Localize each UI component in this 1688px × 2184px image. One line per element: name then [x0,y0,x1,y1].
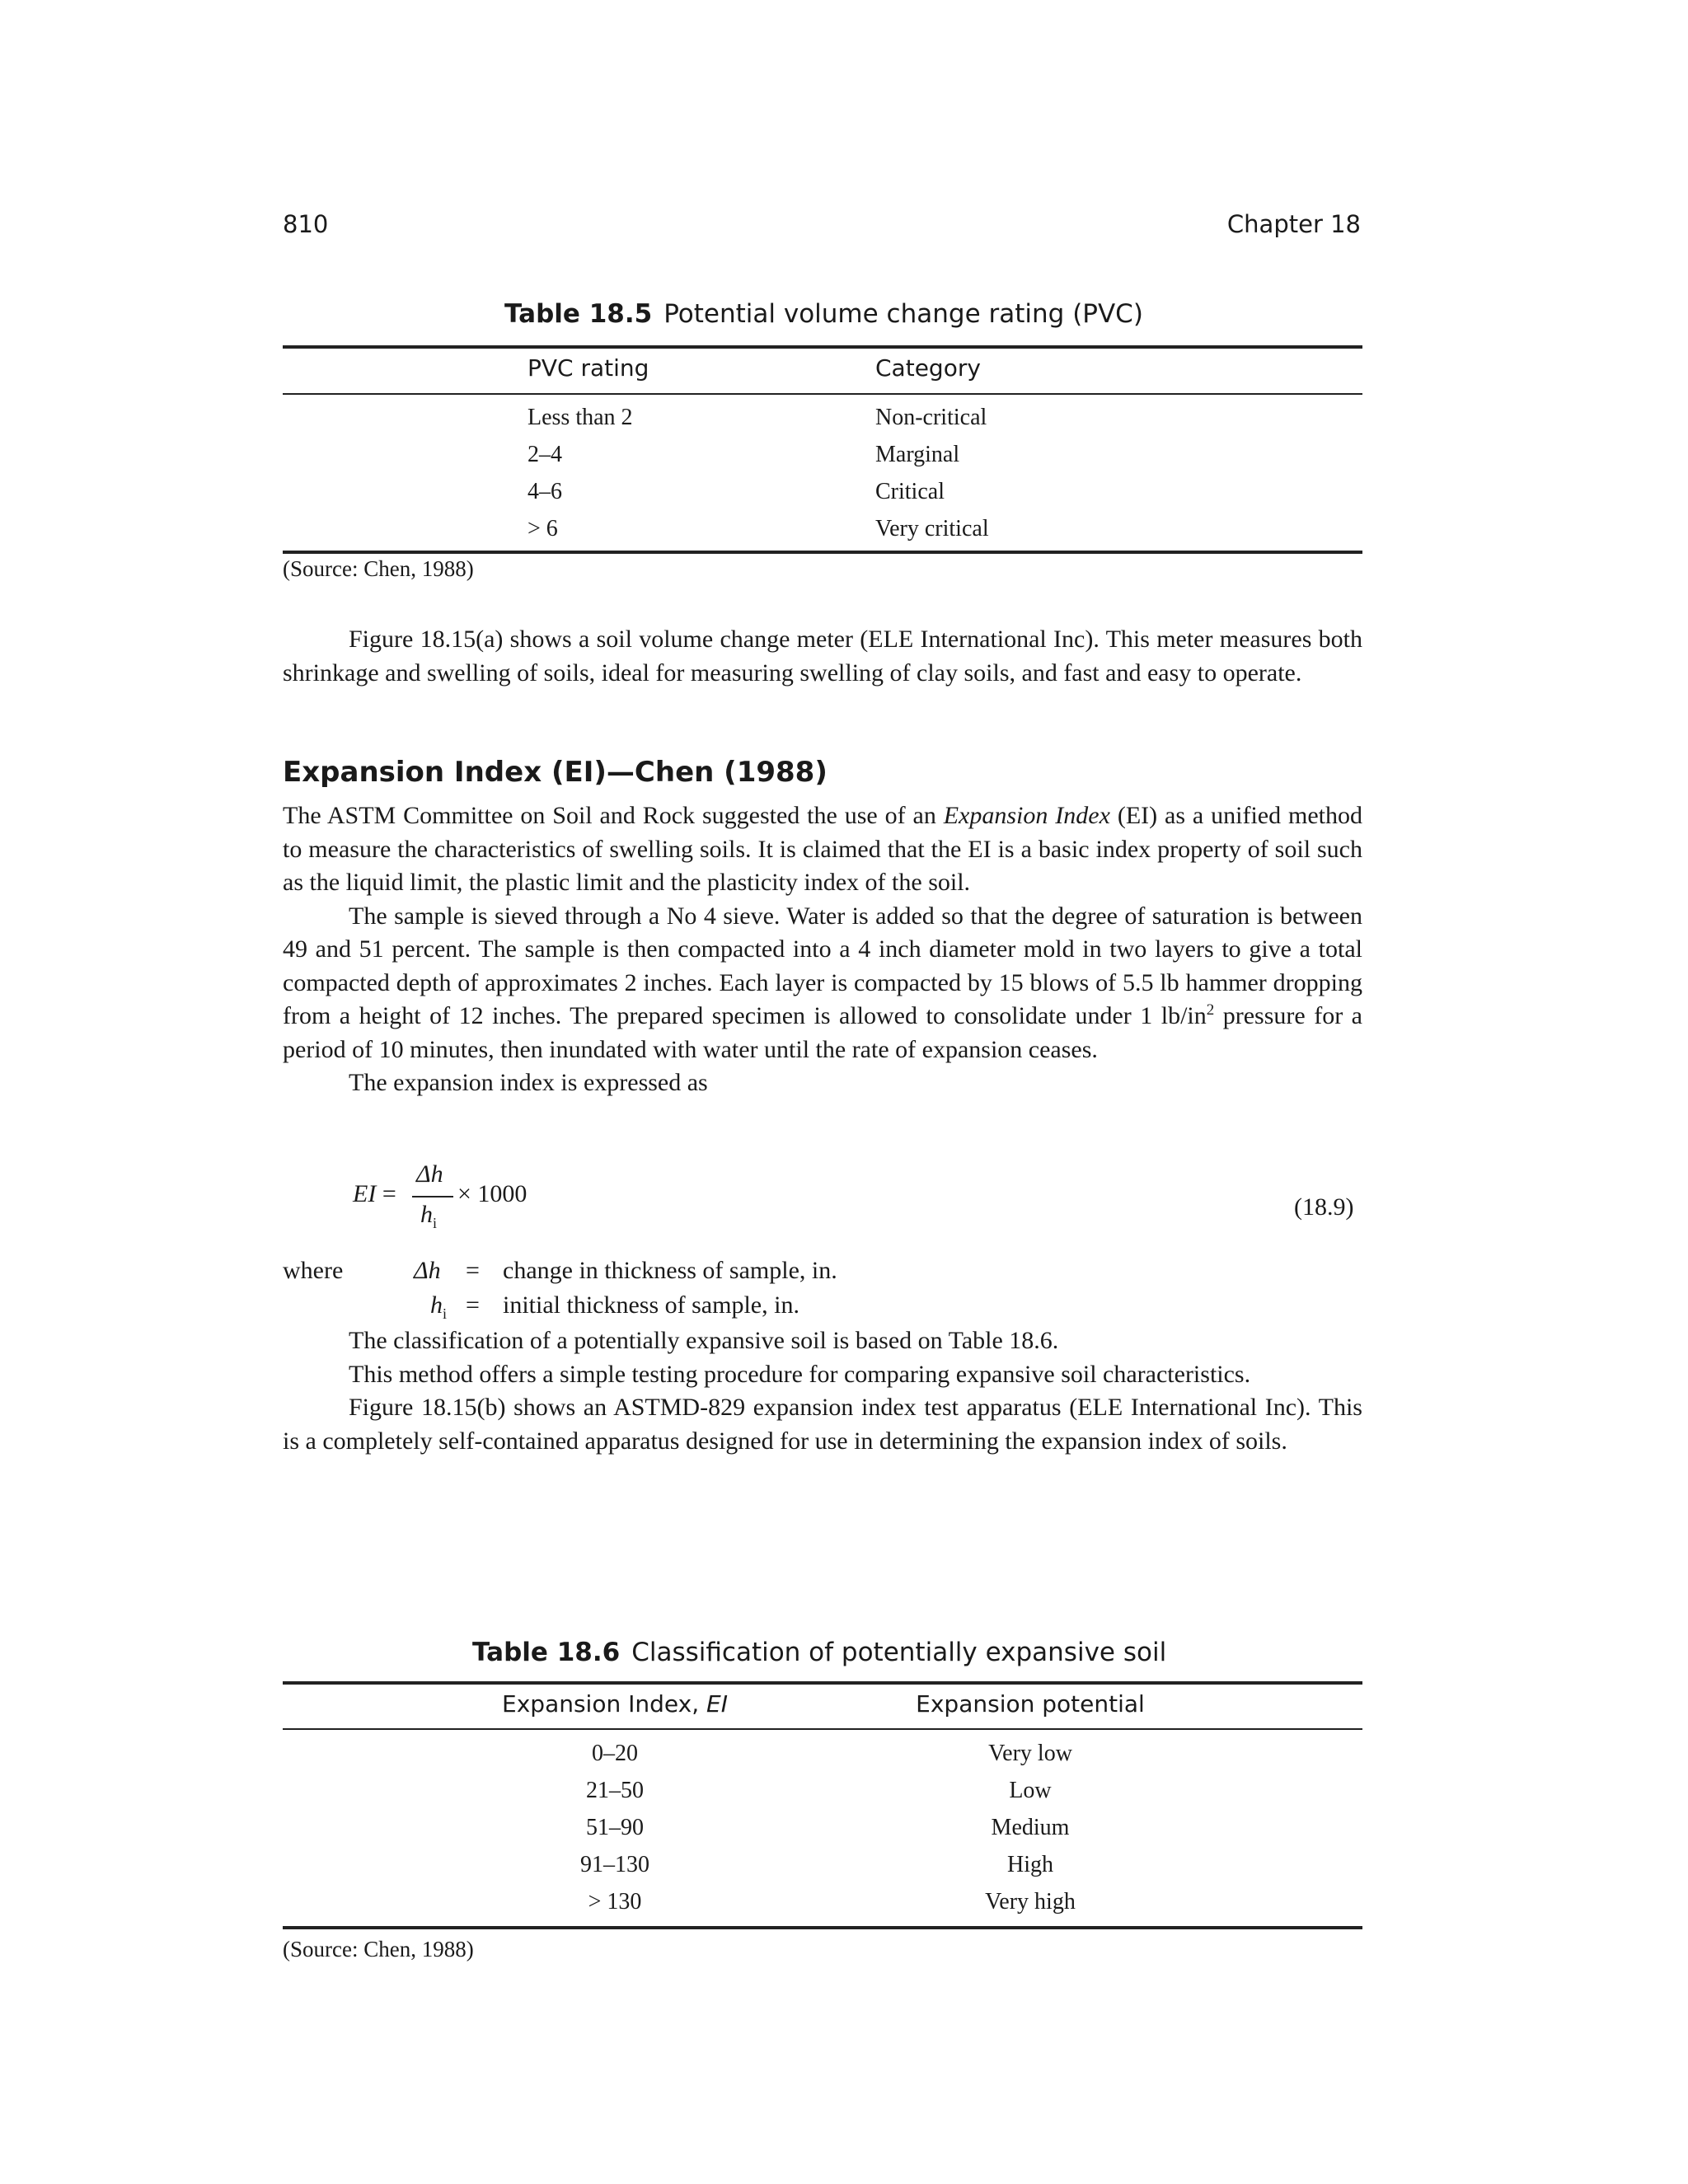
equation-number: (18.9) [1294,1193,1354,1221]
table-caption-18-5 [504,299,1143,329]
table-bottom-rule [283,551,1362,554]
where-equals: = [466,1291,480,1319]
table-cell: 91–130 [580,1852,649,1877]
where-description: initial thickness of sample, in. [503,1291,799,1319]
table-cell: Less than 2 [528,405,633,430]
column-header: Expansion Index, EI [502,1690,728,1718]
table-source: (Source: Chen, 1988) [283,556,474,581]
table-top-rule [283,345,1362,349]
column-header: Category [875,354,981,382]
paragraph: The classification of a potentially expansive soil is based on Table 18.6. [349,1327,1059,1354]
equation-denominator: $h_i$ [420,1201,438,1231]
table-cell: Very low [988,1741,1072,1766]
paragraph: The expansion index is expressed as [349,1069,708,1096]
table-header-rule [283,1728,1362,1730]
chapter-title: Chapter 18 [1226,210,1361,238]
paragraph: The sample is sieved through a No 4 sieve. Water is added so that the degree of saturation is between 49 and 51 percent. The sample is then compacted into a 4 inch diameter mold in two layers to give a total compacted depth of approximates 2 inches. Each layer is compacted by 15 blows of 5.5 lb hammer dropping from a height of 12 inches. The prepared specimen is allowed to consolidate under 1 $lb/in^2$ pressure for a period of 10 minutes, then inundated with water until the rate of expansion ceases. [283,902,1362,1063]
equation-multiplier: × 1000 [457,1180,528,1207]
equation-lhs: EI = [353,1180,396,1207]
where-symbol: $h_i$ [430,1291,448,1322]
table-top-rule [283,1681,1362,1685]
table-cell: Marginal [875,442,960,467]
column-header: Expansion potential [916,1690,1145,1718]
page-number: 810 [283,210,329,238]
paragraph: The ASTM Committee on Soil and Rock suggested the use of an Expansion Index (EI) as a unified method to measure the characteristics of swelling soils. It is claimed that the EI is a basic index property of soil such as the liquid limit, the plastic limit and the plasticity index of the soil. [283,802,1362,896]
section-heading: Expansion Index (EI)—Chen (1988) [283,756,828,789]
where-description: change in thickness of sample, in. [503,1257,837,1284]
table-cell: Very high [985,1889,1076,1915]
table-source: (Source: Chen, 1988) [283,1937,474,1961]
table-cell: > 6 [528,516,558,541]
paragraph: This method offers a simple testing procedure for comparing expansive soil characteristics. [349,1360,1251,1388]
where-label: where [283,1257,344,1284]
table-bottom-rule [283,1926,1362,1929]
table-cell: 0–20 [592,1741,638,1766]
table-header-rule [283,393,1362,395]
table-cell: 4–6 [528,479,562,504]
where-symbol: Δh [414,1257,441,1284]
table-cell: High [1007,1852,1053,1877]
table-title: Potential volume change rating (PVC) [663,299,1143,329]
paragraph: Figure 18.15(b) shows an ASTMD-829 expansion index test apparatus (ELE International Inc). This is a completely self-contained apparatus designed for use in determining the expansion index of soils. [283,1394,1362,1455]
table-cell: Non-critical [875,405,987,430]
table-cell: 51–90 [586,1815,644,1840]
column-header: PVC rating [528,354,649,382]
table-cell: > 130 [588,1889,642,1915]
table-title: Classification of potentially expansive soil [631,1638,1167,1667]
equation-numerator: Δh [416,1160,443,1188]
table-label: Table 18.6 [472,1638,621,1667]
table-label: Table 18.5 [504,299,653,329]
table-cell: Medium [991,1815,1070,1840]
body-text [283,799,1362,1100]
body-text [283,1324,1362,1458]
where-equals: = [466,1257,480,1284]
table-caption-18-6 [472,1638,1166,1667]
paragraph: Figure 18.15(a) shows a soil volume change meter (ELE International Inc). This meter measures both shrinkage and swelling of soils, ideal for measuring swelling of clay soils, and fast and easy to operate. [283,626,1362,687]
fraction-bar [412,1196,453,1197]
table-cell: Very critical [875,516,989,541]
table-cell: Low [1009,1778,1052,1803]
table-cell: 21–50 [586,1778,644,1803]
table-cell: Critical [875,479,945,504]
table-cell: 2–4 [528,442,562,467]
